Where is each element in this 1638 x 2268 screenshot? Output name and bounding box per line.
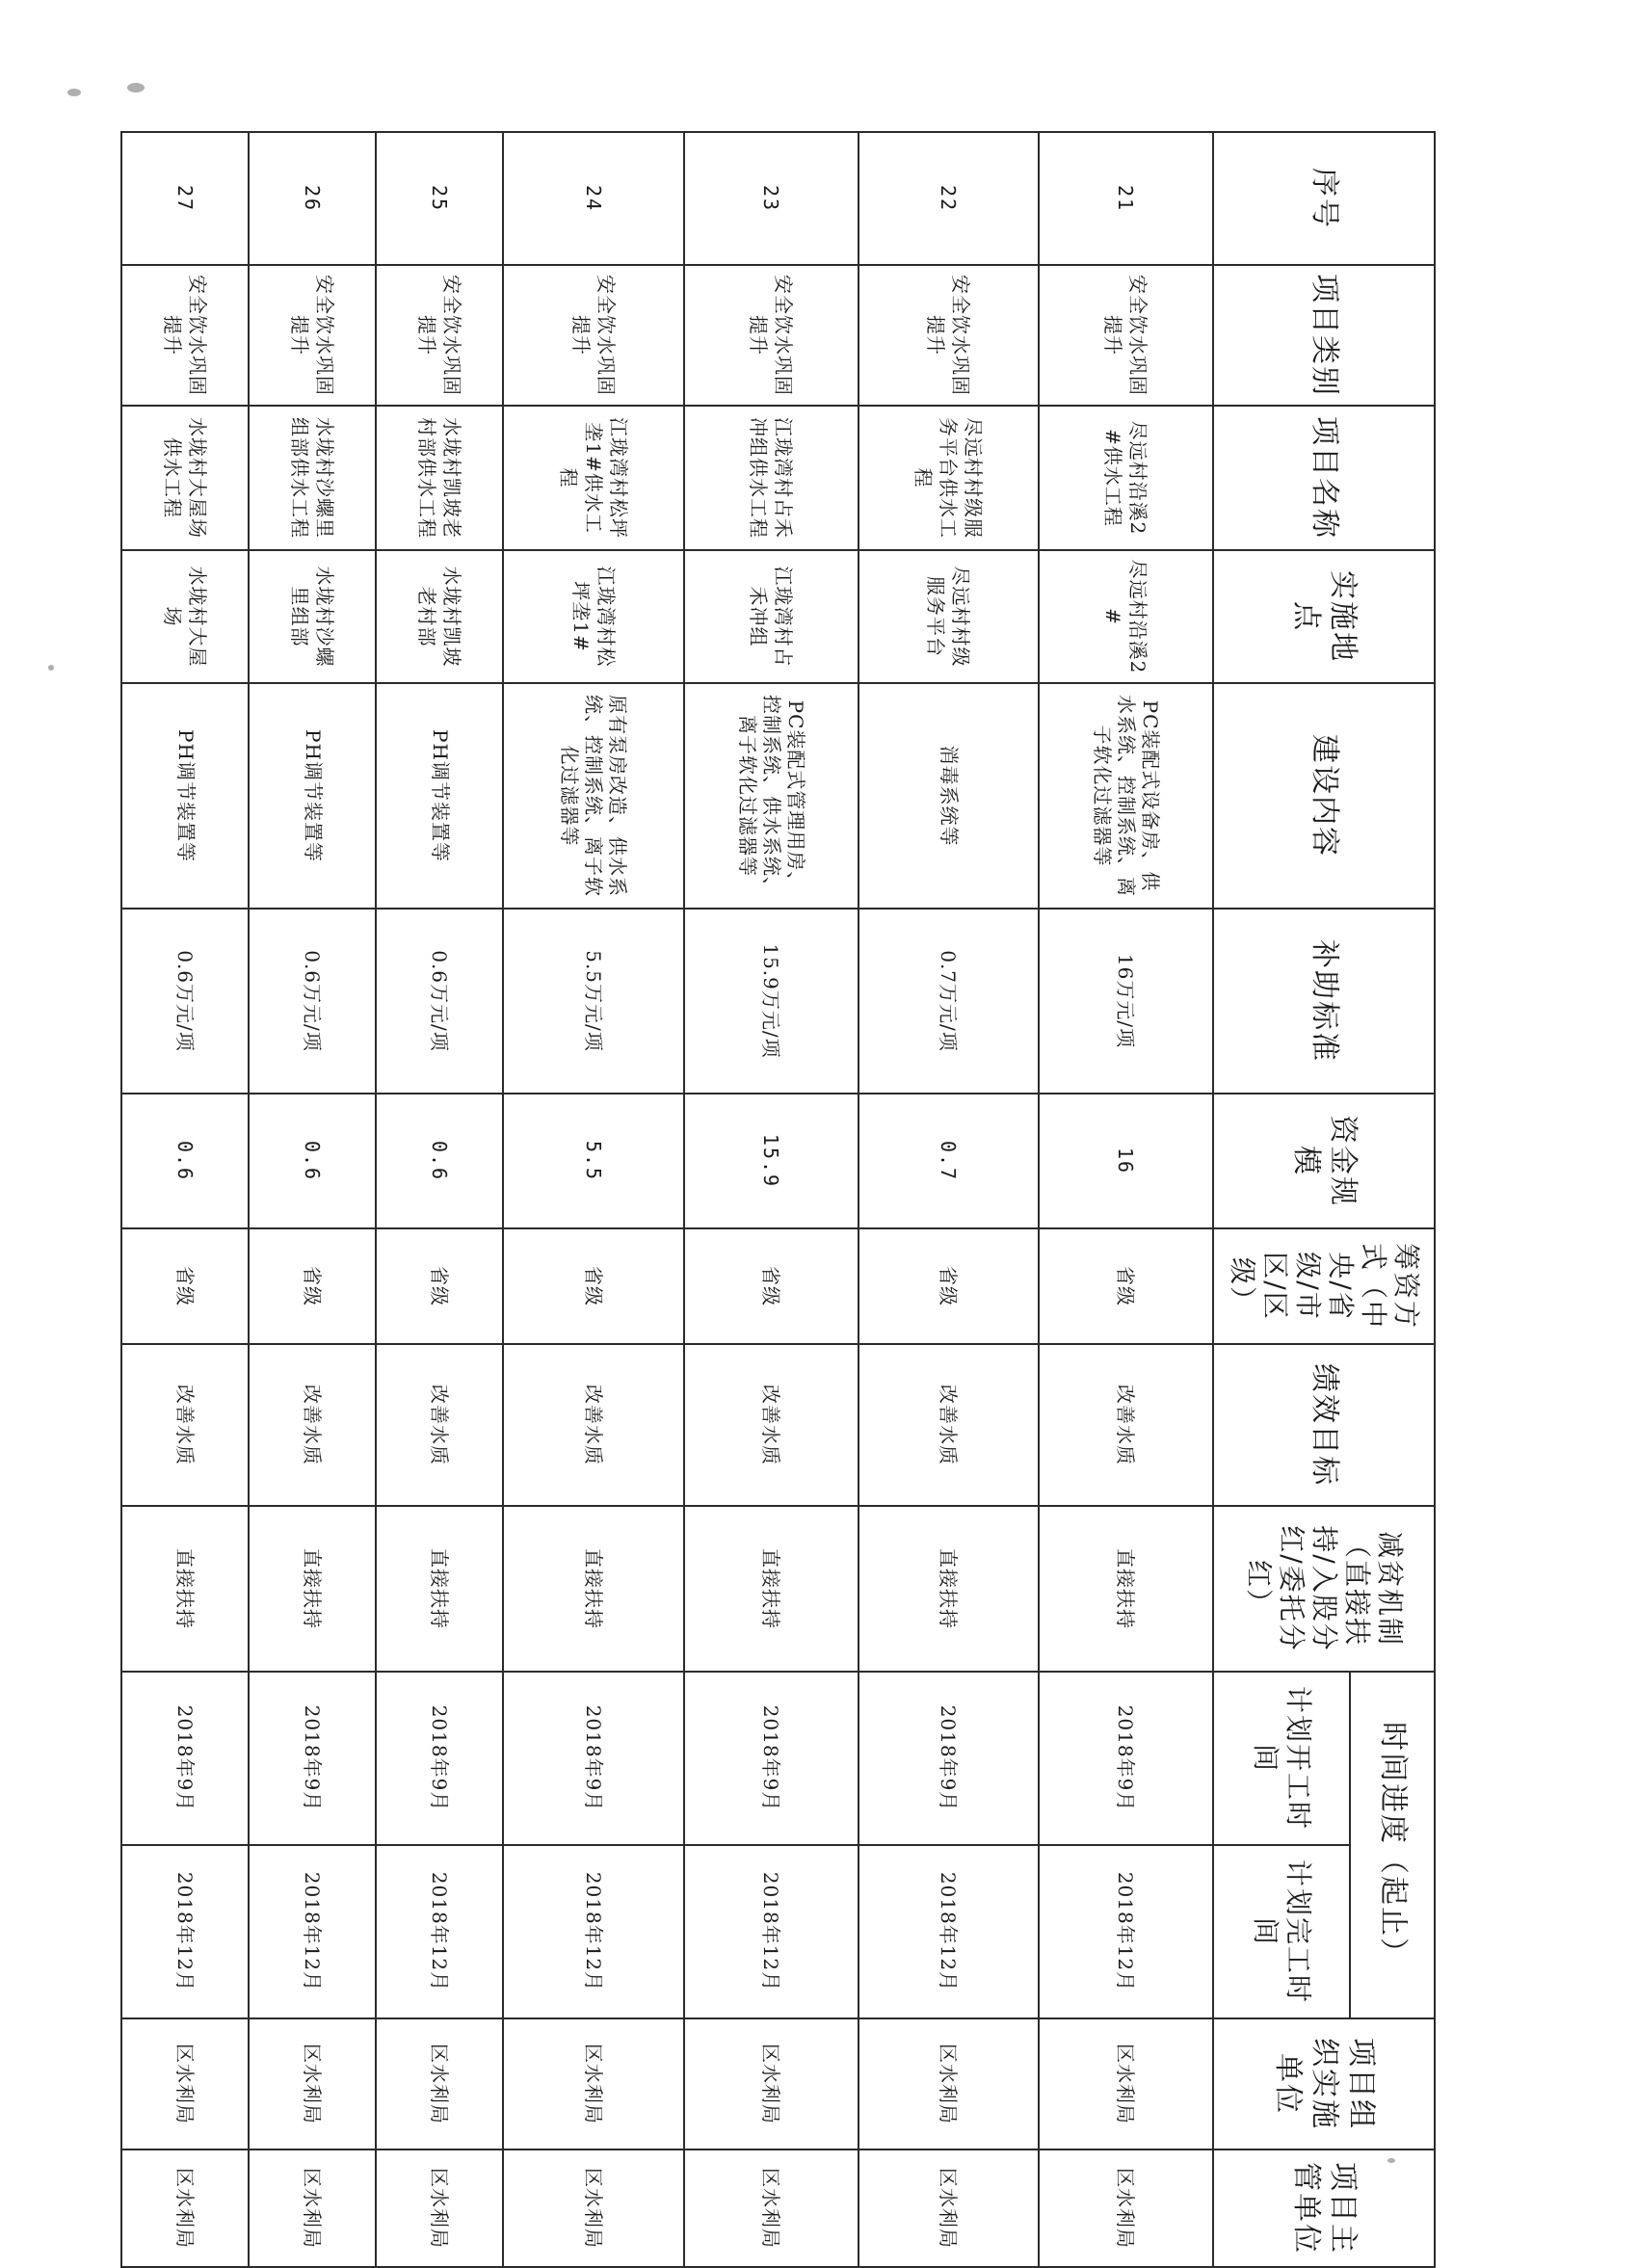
scan-speck [48,665,54,671]
cell-start: 2018年9月 [249,1672,376,1845]
table-row [503,132,683,2267]
cell-category: 安全饮水巩固提升 [1039,265,1213,406]
cell-seq: 23 [684,132,859,265]
cell-category: 安全饮水巩固提升 [503,265,683,406]
cell-name: 尽远村沿溪2#供水工程 [1039,406,1213,550]
cell-category: 安全饮水巩固提升 [859,265,1039,406]
cell-content: 消毒系统等 [859,683,1039,909]
cell-name: 江珑湾村松坪垄1#供水工程 [503,406,683,550]
table-body [121,132,1213,2267]
cell-location: 江珑湾村占禾冲组 [684,550,859,683]
cell-name: 水垅村沙螺里组部供水工程 [249,406,376,550]
header-schedule: 时间进度（起止） [1350,1672,1435,2018]
cell-funding: 省级 [249,1228,376,1344]
cell-mechanism: 直接扶持 [121,1506,249,1672]
cell-org: 区水利局 [249,2018,376,2149]
cell-location: 尽远村村级服务平台 [859,550,1039,683]
cell-category: 安全饮水巩固提升 [684,265,859,406]
table-row [1039,132,1213,2267]
header-funding: 筹资方式（中央/省级/市区/区级） [1213,1228,1435,1344]
cell-funding: 省级 [503,1228,683,1344]
cell-content: PC装配式设备房、供水系统、控制系统、离子软化过滤器等 [1039,683,1213,909]
cell-subsidy: 15.9万元/项 [684,909,859,1094]
cell-subsidy: 0.6万元/项 [121,909,249,1094]
header-org: 项目组织实施单位 [1213,2018,1435,2149]
cell-supervisor: 区水利局 [121,2149,249,2267]
cell-goal: 改善水质 [249,1344,376,1506]
cell-scale: 5.5 [503,1094,683,1228]
cell-scale: 16 [1039,1094,1213,1228]
cell-content: PH调节装置等 [121,683,249,909]
cell-seq: 25 [376,132,503,265]
cell-end: 2018年12月 [859,1845,1039,2018]
cell-org: 区水利局 [376,2018,503,2149]
header-location: 实施地点 [1213,550,1435,683]
cell-location: 尽远村沿溪2# [1039,550,1213,683]
cell-content: PC装配式管理用房、控制系统、供水系统、离子软化过滤器等 [684,683,859,909]
cell-location: 水垅村凯坡老村部 [376,550,503,683]
cell-goal: 改善水质 [121,1344,249,1506]
header-subsidy: 补助标准 [1213,909,1435,1094]
cell-supervisor: 区水利局 [249,2149,376,2267]
cell-content: PH调节装置等 [249,683,376,909]
header-name: 项目名称 [1213,406,1435,550]
table-row [859,132,1039,2267]
cell-seq: 21 [1039,132,1213,265]
header-mechanism: 减贫机制（直接扶持/入股分红/委托分红） [1213,1506,1435,1672]
cell-start: 2018年9月 [859,1672,1039,1845]
cell-supervisor: 区水利局 [1039,2149,1213,2267]
cell-end: 2018年12月 [121,1845,249,2018]
cell-name: 尽远村村级服务平台供水工程 [859,406,1039,550]
cell-scale: 0.6 [249,1094,376,1228]
header-content: 建设内容 [1213,683,1435,909]
cell-org: 区水利局 [859,2018,1039,2149]
cell-org: 区水利局 [1039,2018,1213,2149]
cell-subsidy: 0.6万元/项 [249,909,376,1094]
header-scale: 资金规模 [1213,1094,1435,1228]
cell-end: 2018年12月 [376,1845,503,2018]
cell-scale: 0.7 [859,1094,1039,1228]
cell-org: 区水利局 [503,2018,683,2149]
cell-end: 2018年12月 [249,1845,376,2018]
cell-name: 江珑湾村占禾冲组供水工程 [684,406,859,550]
cell-supervisor: 区水利局 [859,2149,1039,2267]
cell-goal: 改善水质 [684,1344,859,1506]
table-row [121,132,249,2267]
cell-start: 2018年9月 [684,1672,859,1845]
cell-location: 江珑湾村松坪垄1# [503,550,683,683]
cell-mechanism: 直接扶持 [1039,1506,1213,1672]
cell-category: 安全饮水巩固提升 [121,265,249,406]
cell-category: 安全饮水巩固提升 [249,265,376,406]
cell-subsidy: 0.7万元/项 [859,909,1039,1094]
cell-start: 2018年9月 [1039,1672,1213,1845]
rotated-table-wrapper [120,131,1436,2255]
header-end: 计划完工时间 [1213,1845,1350,2018]
scan-speck [67,89,81,96]
cell-name: 水垅村大屋场供水工程 [121,406,249,550]
cell-location: 水垅村沙螺里组部 [249,550,376,683]
cell-funding: 省级 [684,1228,859,1344]
cell-location: 水垅村大屋场 [121,550,249,683]
cell-start: 2018年9月 [503,1672,683,1845]
project-table [120,131,1436,2268]
header-seq: 序号 [1213,132,1435,265]
cell-mechanism: 直接扶持 [376,1506,503,1672]
cell-seq: 22 [859,132,1039,265]
table-row [684,132,859,2267]
cell-funding: 省级 [376,1228,503,1344]
cell-start: 2018年9月 [121,1672,249,1845]
header-supervisor: 项目主管单位 [1213,2149,1435,2267]
cell-subsidy: 0.6万元/项 [376,909,503,1094]
cell-end: 2018年12月 [684,1845,859,2018]
header-goal: 绩效目标 [1213,1344,1435,1506]
cell-scale: 0.6 [121,1094,249,1228]
cell-start: 2018年9月 [376,1672,503,1845]
cell-seq: 27 [121,132,249,265]
cell-goal: 改善水质 [503,1344,683,1506]
table-row [249,132,376,2267]
cell-scale: 0.6 [376,1094,503,1228]
cell-subsidy: 16万元/项 [1039,909,1213,1094]
cell-supervisor: 区水利局 [684,2149,859,2267]
cell-supervisor: 区水利局 [376,2149,503,2267]
cell-org: 区水利局 [684,2018,859,2149]
cell-org: 区水利局 [121,2018,249,2149]
cell-goal: 改善水质 [1039,1344,1213,1506]
cell-goal: 改善水质 [376,1344,503,1506]
cell-funding: 省级 [1039,1228,1213,1344]
cell-mechanism: 直接扶持 [859,1506,1039,1672]
cell-mechanism: 直接扶持 [503,1506,683,1672]
scan-speck [127,83,145,92]
cell-content: PH调节装置等 [376,683,503,909]
cell-seq: 26 [249,132,376,265]
header-category: 项目类别 [1213,265,1435,406]
cell-mechanism: 直接扶持 [249,1506,376,1672]
cell-supervisor: 区水利局 [503,2149,683,2267]
cell-category: 安全饮水巩固提升 [376,265,503,406]
table-row [376,132,503,2267]
cell-mechanism: 直接扶持 [684,1506,859,1672]
cell-content: 原有泵房改造、供水系统、控制系统、离子软化过滤器等 [503,683,683,909]
cell-funding: 省级 [859,1228,1039,1344]
cell-scale: 15.9 [684,1094,859,1228]
cell-end: 2018年12月 [1039,1845,1213,2018]
cell-name: 水垅村凯坡老村部供水工程 [376,406,503,550]
cell-funding: 省级 [121,1228,249,1344]
header-start: 计划开工时间 [1213,1672,1350,1845]
cell-end: 2018年12月 [503,1845,683,2018]
cell-goal: 改善水质 [859,1344,1039,1506]
cell-subsidy: 5.5万元/项 [503,909,683,1094]
cell-seq: 24 [503,132,683,265]
